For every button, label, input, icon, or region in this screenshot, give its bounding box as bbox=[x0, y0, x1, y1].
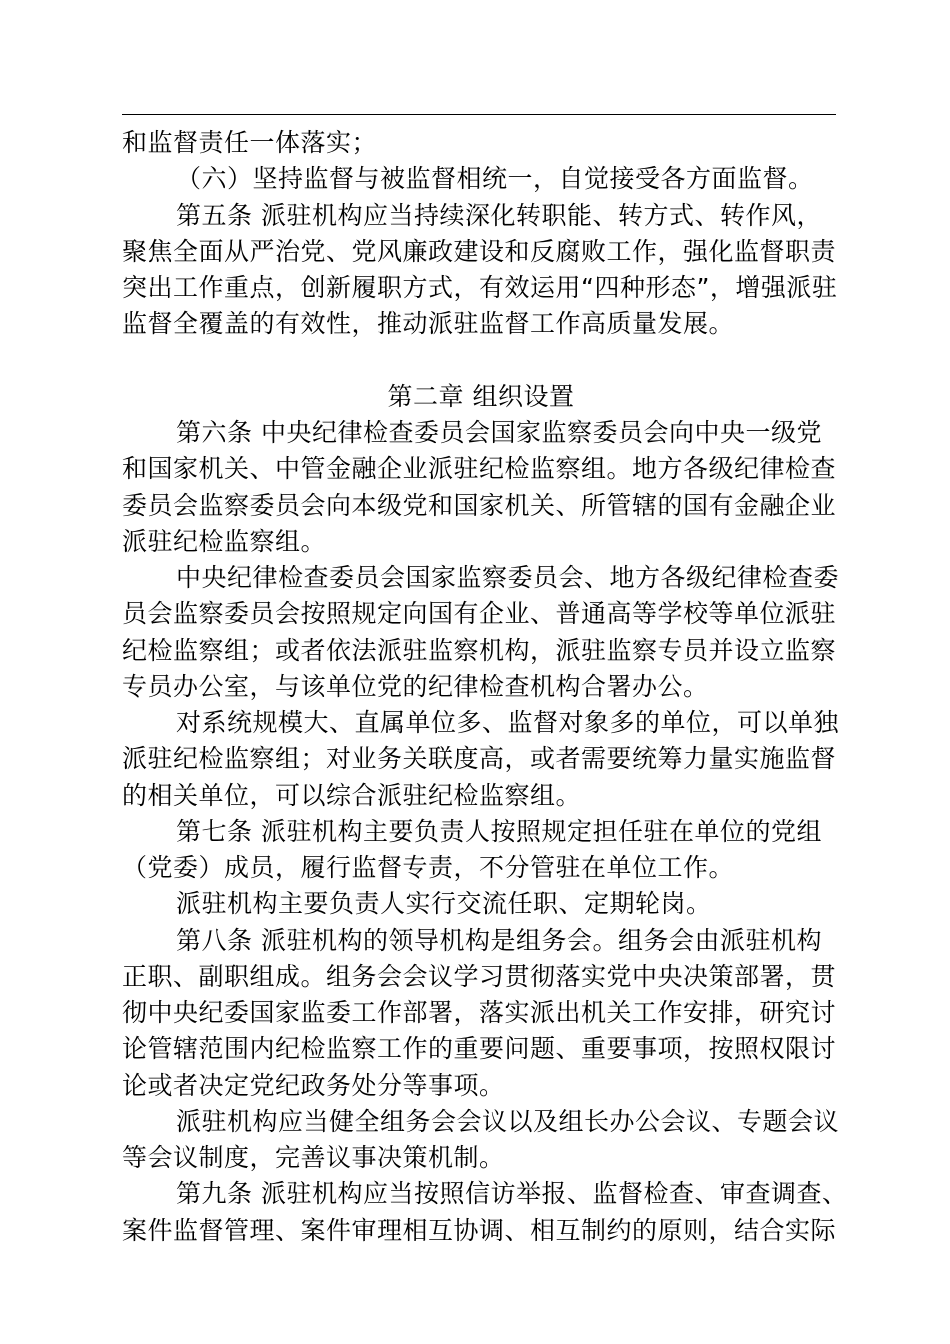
text-line: 对系统规模大、直属单位多、监督对象多的单位，可以单独 bbox=[176, 708, 840, 737]
article-6-heading-line: 第六条 中央纪律检查委员会国家监察委员会向中央一级党 bbox=[176, 418, 822, 447]
text-line: 案件监督管理、案件审理相互协调、相互制约的原则，结合实际 bbox=[122, 1215, 837, 1245]
chapter-title: 第二章 组织设置 bbox=[387, 381, 575, 411]
text-line: 突出工作重点，创新履职方式，有效运用“四种形态”，增强派驻 bbox=[122, 273, 838, 302]
text-line: 派驻机构主要负责人实行交流任职、定期轮岗。 bbox=[176, 889, 712, 919]
text-line: 派驻纪检监察组。 bbox=[122, 526, 327, 556]
text-line: 纪检监察组；或者依法派驻监察机构，派驻监察专员并设立监察 bbox=[122, 635, 837, 665]
article-5-heading-line: 第五条 派驻机构应当持续深化转职能、转方式、转作风， bbox=[176, 200, 822, 230]
text-line: 员会监察委员会按照规定向国有企业、普通高等学校等单位派驻 bbox=[122, 599, 837, 629]
text-line: 聚焦全面从严治党、党风廉政建设和反腐败工作，强化监督职责 bbox=[122, 236, 837, 266]
text-line: 论管辖范围内纪检监察工作的重要问题、重要事项，按照权限讨 bbox=[122, 1034, 837, 1064]
text-line: 彻中央纪委国家监委工作部署，落实派出机关工作安排，研究讨 bbox=[122, 998, 837, 1027]
text-line: 派驻纪检监察组；对业务关联度高，或者需要统筹力量实施监督 bbox=[122, 744, 837, 774]
blank-line bbox=[122, 343, 840, 379]
article-7-heading-line: 第七条 派驻机构主要负责人按照规定担任驻在单位的党组 bbox=[176, 816, 822, 846]
text-line: 派驻机构应当健全组务会会议以及组长办公会议、专题会议 bbox=[176, 1106, 840, 1136]
article-8-heading-line: 第八条 派驻机构的领导机构是组务会。组务会由派驻机构 bbox=[176, 925, 822, 955]
text-line: 和国家机关、中管金融企业派驻纪检监察组。地方各级纪律检查 bbox=[122, 454, 837, 484]
text-line: 论或者决定党纪政务处分等事项。 bbox=[122, 1070, 505, 1100]
text-line: 的相关单位，可以综合派驻纪检监察组。 bbox=[122, 780, 582, 810]
text-line: 和监督责任一体落实； bbox=[122, 128, 378, 157]
text-line: （党委）成员，履行监督专责，不分管驻在单位工作。 bbox=[122, 853, 735, 882]
document-body bbox=[122, 125, 848, 1249]
text-line: 正职、副职组成。组务会会议学习贯彻落实党中央决策部署，贯 bbox=[122, 961, 837, 991]
text-line: 监督全覆盖的有效性，推动派驻监督工作高质量发展。 bbox=[122, 309, 735, 339]
text-line: （六）坚持监督与被监督相统一，自觉接受各方面监督。 bbox=[176, 164, 814, 194]
text-line: 中央纪律检查委员会国家监察委员会、地方各级纪律检查委 bbox=[176, 563, 840, 592]
article-9-heading-line: 第九条 派驻机构应当按照信访举报、监督检查、审查调查、 bbox=[176, 1179, 848, 1209]
text-line: 委员会监察委员会向本级党和国家机关、所管辖的国有金融企业 bbox=[122, 490, 837, 520]
header-rule bbox=[122, 114, 836, 115]
text-line: 等会议制度，完善议事决策机制。 bbox=[122, 1143, 505, 1172]
text-line: 专员办公室，与该单位党的纪律检查机构合署办公。 bbox=[122, 671, 709, 701]
